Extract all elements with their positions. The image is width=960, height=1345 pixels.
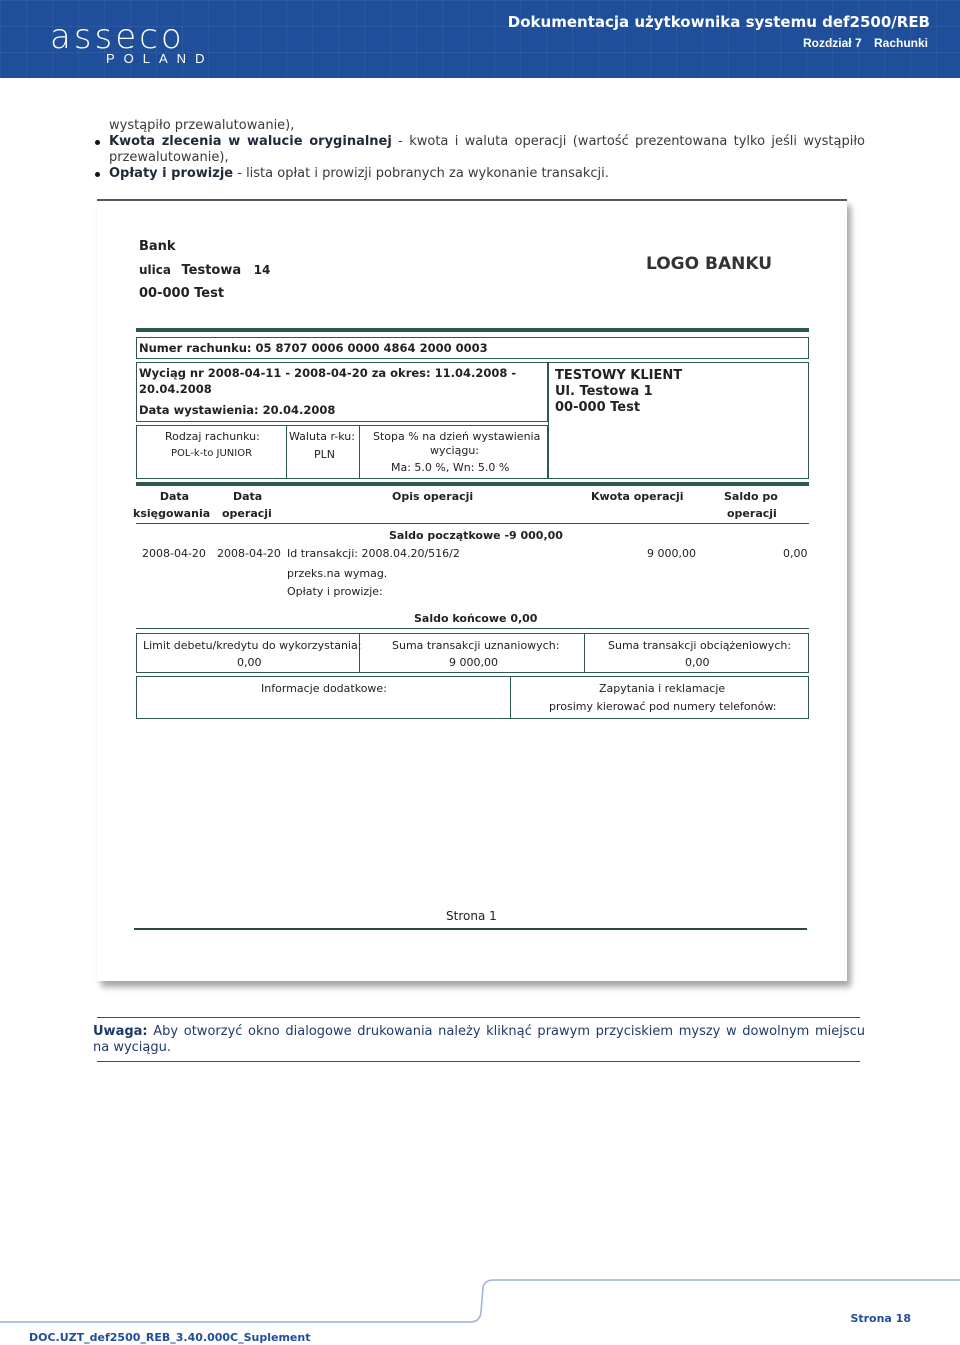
limit-value: 0,00: [237, 656, 262, 669]
statement-period-end: 20.04.2008: [139, 382, 212, 396]
account-number-box: [136, 337, 809, 359]
page-header: [0, 0, 960, 78]
green-bar: [136, 482, 809, 486]
debit-sum-value: 0,00: [685, 656, 710, 669]
issue-date: Data wystawienia: 20.04.2008: [139, 403, 336, 417]
col-booking-date: Data: [159, 490, 190, 503]
bullet-item-fees: [109, 166, 865, 182]
statement-page-number: Strona 1: [446, 909, 497, 923]
bullet-bold: Kwota zlecenia w walucie oryginalnej: [109, 134, 392, 149]
account-details-box: [136, 425, 548, 479]
col-description: Opis operacji: [392, 490, 474, 503]
credit-sum-value: 9 000,00: [449, 656, 498, 669]
note-bottom-rule: [97, 1061, 860, 1062]
col-balance: Saldo po: [724, 490, 778, 503]
debit-sum-label: Suma transakcji obciążeniowych:: [608, 639, 792, 652]
txn-op-date: 2008-04-20: [217, 547, 281, 560]
note: [93, 1024, 865, 1056]
divider: [286, 426, 287, 479]
document-code: DOC.UZT_def2500_REB_3.40.000C_Suplement: [29, 1331, 311, 1344]
col-op-date-2: operacji: [222, 507, 272, 520]
info-box: [136, 676, 809, 719]
asseco-logo: asseco: [50, 17, 185, 57]
intro-text: [90, 118, 865, 182]
client-city: 00-000 Test: [555, 400, 641, 415]
col-balance-2: operacji: [727, 507, 777, 520]
note-top-rule: [97, 1017, 860, 1018]
account-type-value: POL-k-to JUNIOR: [171, 448, 253, 459]
client-street: Ul. Testowa 1: [555, 384, 653, 399]
divider: [136, 628, 809, 629]
txn-booking-date: 2008-04-20: [142, 547, 206, 560]
note-label: Uwaga:: [93, 1024, 148, 1039]
account-type-label: Rodzaj rachunku:: [165, 430, 260, 443]
closing-balance: Saldo końcowe 0,00: [414, 612, 538, 625]
green-bar: [136, 328, 809, 332]
col-op-date: Data: [233, 490, 263, 503]
client-box: [548, 362, 809, 479]
rate-label-2: wyciągu:: [430, 444, 480, 457]
header-underline: [136, 523, 809, 524]
page-number: Strona 18: [850, 1312, 911, 1325]
bank-logo-placeholder: LOGO BANKU: [646, 254, 773, 274]
txn-amount: 9 000,00: [647, 547, 696, 560]
txn-fees: Opłaty i prowizje:: [287, 585, 383, 598]
statement-preview[interactable]: [97, 199, 847, 981]
col-booking-date-2: księgowania: [133, 507, 211, 520]
bullet-bold: Opłaty i prowizje: [109, 166, 234, 181]
divider: [510, 677, 511, 719]
bottom-rule: [134, 928, 807, 930]
limit-label: Limit debetu/kredytu do wykorzystania:: [143, 639, 362, 652]
opening-balance: Saldo początkowe -9 000,00: [389, 529, 563, 542]
currency-value: PLN: [314, 448, 335, 461]
rate-value: Ma: 5.0 %, Wn: 5.0 %: [391, 461, 510, 474]
additional-info-label: Informacje dodatkowe:: [261, 682, 387, 695]
currency-label: Waluta r-ku:: [289, 430, 355, 443]
client-name: TESTOWY KLIENT: [555, 368, 683, 383]
credit-sum-label: Suma transakcji uznaniowych:: [392, 639, 560, 652]
complaints-label: Zapytania i reklamacje: [599, 682, 726, 695]
statement-info-box: [136, 362, 548, 422]
divider: [584, 634, 585, 673]
txn-id: Id transakcji: 2008.04.20/516/2: [287, 547, 460, 560]
chapter-label: Rozdział 7: [802, 36, 862, 50]
txn-desc: przeks.na wymag.: [287, 567, 388, 580]
divider: [359, 426, 360, 479]
bank-name: Bank: [139, 239, 176, 254]
chapter-info: [794, 36, 928, 50]
complaints-phones-label: prosimy kierować pod numery telefonów:: [549, 700, 777, 713]
footer-swoosh: [0, 1276, 960, 1336]
asseco-logo-poland: POLAND: [106, 51, 214, 66]
summary-box: [136, 633, 809, 673]
bank-city: 00-000 Test: [139, 286, 225, 301]
col-amount: Kwota operacji: [591, 490, 684, 503]
txn-balance: 0,00: [783, 547, 808, 560]
document-title: Dokumentacja użytkownika systemu def2500/REB: [507, 13, 930, 31]
bullet-text: - lista opłat i prowizji pobranych za wykonanie transakcji.: [233, 166, 609, 181]
note-text: Aby otworzyć okno dialogowe drukowania należy kliknąć prawym przyciskiem myszy w dowolnym miejscu na wyciągu.: [93, 1024, 865, 1055]
account-number: Numer rachunku: 05 8707 0006 0000 4864 2000 0003: [139, 341, 488, 355]
rate-label: Stopa % na dzień wystawienia: [373, 430, 541, 443]
bullet-text: - kwota i waluta operacji (wartość prezentowana tylko jeśli wystąpiło przewalutowanie),: [109, 134, 865, 165]
statement-period: Wyciąg nr 2008-04-11 - 2008-04-20 za okres: 11.04.2008 -: [139, 366, 517, 380]
continued-line: wystąpiło przewalutowanie),: [109, 118, 295, 133]
bank-street: ulica Testowa 14: [139, 263, 271, 278]
chapter-name: Rachunki: [873, 36, 928, 50]
bullet-item-original-amount: [109, 134, 865, 166]
